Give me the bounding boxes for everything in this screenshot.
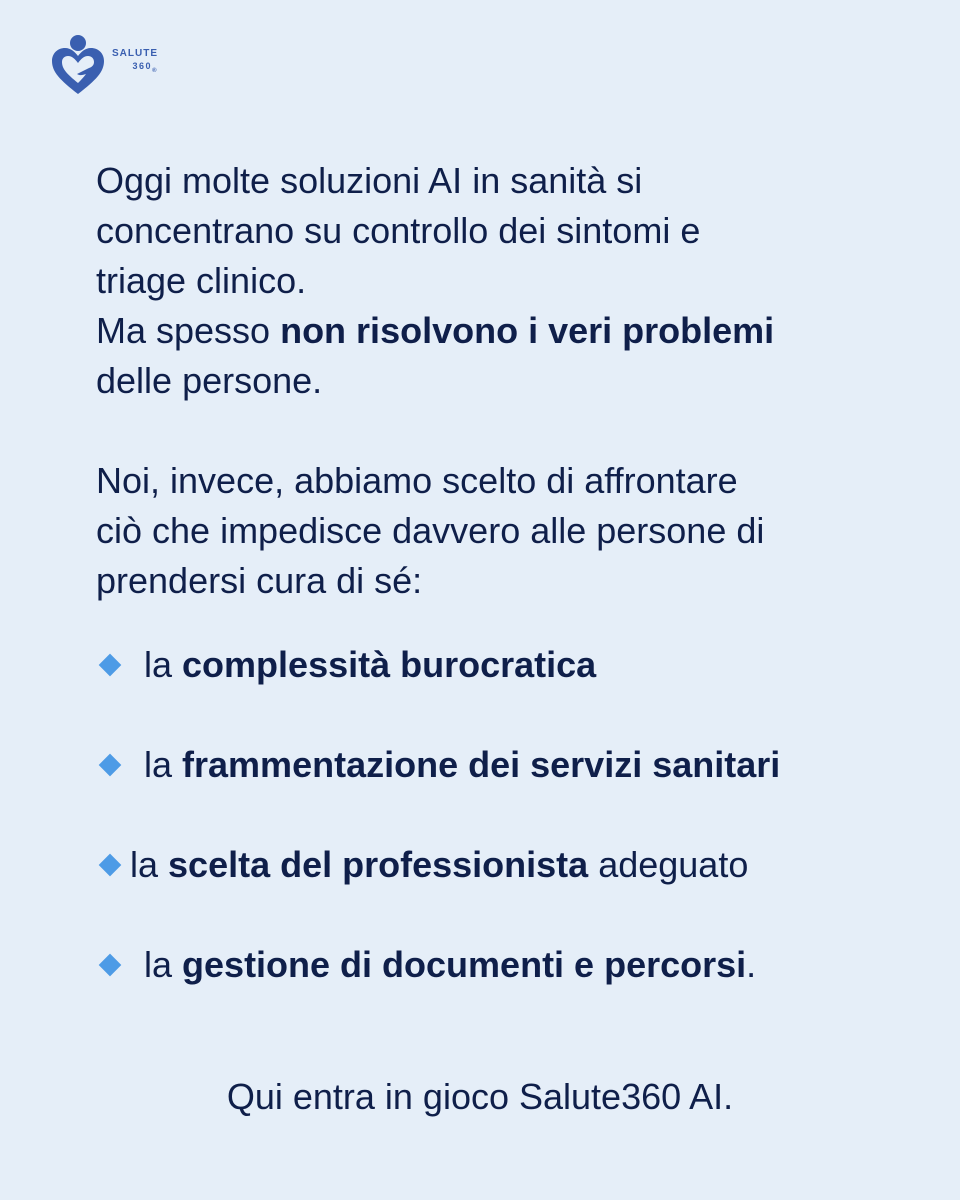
intro-line-2: concentrano su controllo dei sintomi e: [96, 210, 701, 251]
approach-line-1: Noi, invece, abbiamo scelto di affrontare: [96, 460, 738, 501]
main-text: [96, 156, 926, 606]
approach-line-2: ciò che impedisce davvero alle persone di: [96, 510, 765, 551]
brand-name: SALUTE: [112, 47, 158, 59]
list-item: la scelta del professionista adeguato: [100, 844, 748, 886]
intro-line-5: delle persone.: [96, 360, 323, 401]
brand-number: 360: [132, 60, 153, 71]
registered-mark: ®: [152, 67, 158, 74]
diamond-bullet-icon: [99, 954, 122, 977]
intro-emphasis: non risolvono i veri problemi: [280, 310, 775, 351]
brand-logo: [50, 34, 158, 96]
diamond-bullet-icon: [99, 754, 122, 777]
closing-statement: Qui entra in gioco Salute360 AI.: [226, 1076, 734, 1117]
diamond-bullet-icon: [99, 854, 122, 877]
list-item: la complessità burocratica: [100, 644, 596, 686]
heart-person-icon: [50, 34, 106, 96]
intro-line-1: Oggi molte soluzioni AI in sanità si: [96, 160, 643, 201]
list-item: la gestione di documenti e percorsi.: [100, 944, 756, 986]
diamond-bullet-icon: [99, 654, 122, 677]
approach-line-3: prendersi cura di sé:: [96, 560, 423, 601]
intro-line-4: Ma spesso non risolvono i veri problemi: [96, 310, 775, 351]
intro-line-3: triage clinico.: [96, 260, 307, 301]
list-item: la frammentazione dei servizi sanitari: [100, 744, 780, 786]
brand-wordmark: [112, 48, 158, 77]
